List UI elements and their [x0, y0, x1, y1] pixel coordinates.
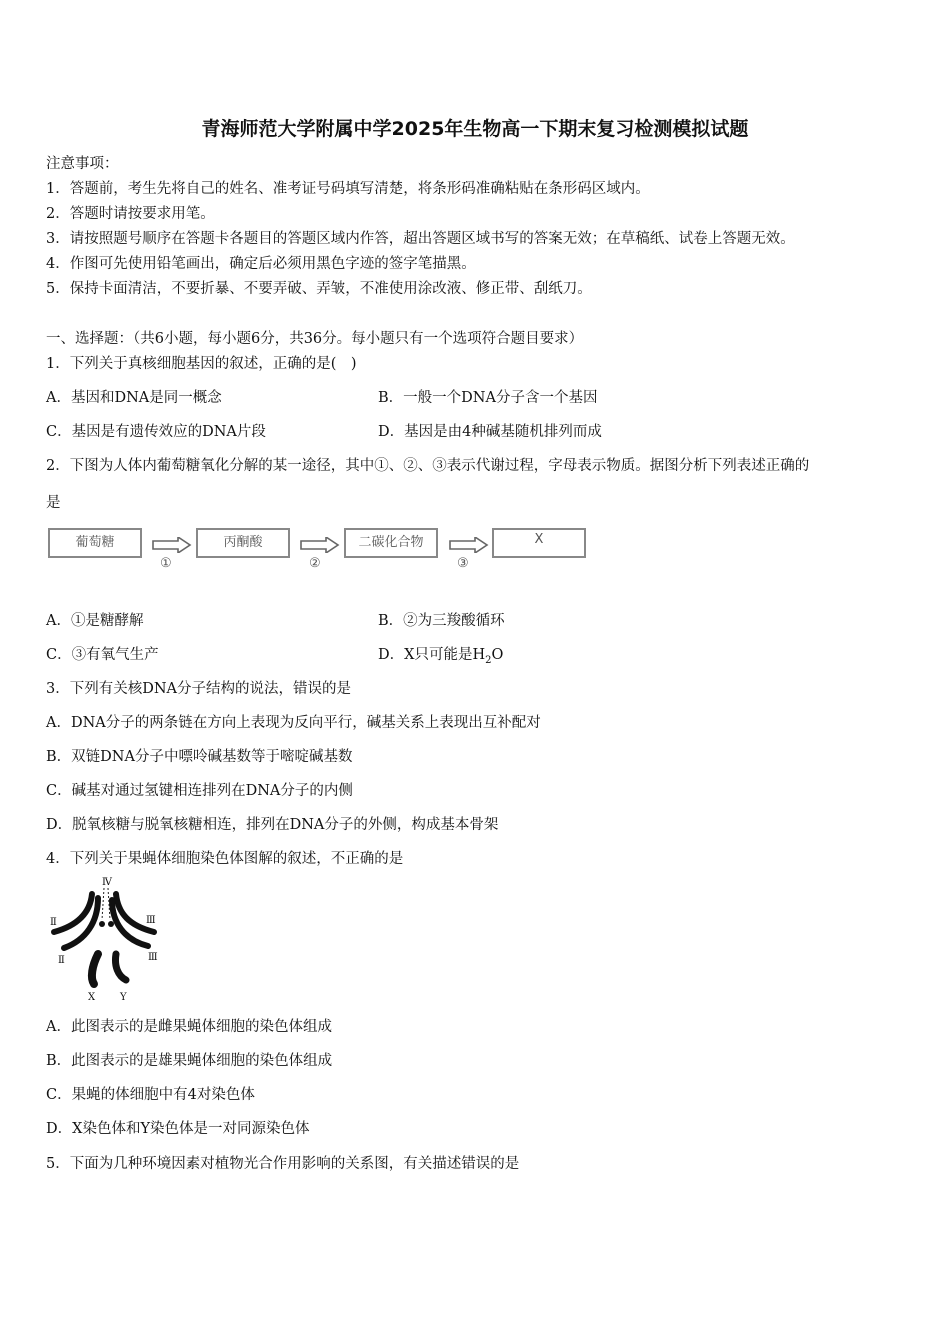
label-iv: Ⅳ: [102, 877, 112, 888]
label-iii-bottom: Ⅲ: [148, 952, 158, 963]
question-4-stem: 4．下列关于果蝇体细胞染色体图解的叙述，不正确的是: [46, 851, 404, 867]
q1-option-c: C．基因是有遗传效应的DNA片段: [46, 424, 266, 440]
label-ii-top: Ⅱ: [50, 917, 57, 928]
q3-option-b: B．双链DNA分子中嘌呤碱基数等于嘧啶碱基数: [46, 749, 353, 765]
chromosome-y: [115, 954, 126, 980]
q2-option-d: D．X只可能是$H_2O$: [378, 647, 504, 666]
label-ii-bottom: Ⅱ: [58, 955, 65, 966]
q4-option-b: B．此图表示的是雄果蝇体细胞的染色体组成: [46, 1053, 333, 1069]
flow-box-pyruvate: 丙酮酸: [196, 528, 290, 558]
q3-option-d: D．脱氧核糖与脱氧核糖相连，排列在DNA分子的外侧，构成基本骨架: [46, 817, 499, 833]
q3-option-c: C．碱基对通过氢键相连排列在DNA分子的内侧: [46, 783, 353, 799]
flow-box-two-carbon: 二碳化合物: [344, 528, 438, 558]
flow-box-x: X: [492, 528, 586, 558]
page-title: 青海师范大学附属中学2025年生物高一下期末复习检测模拟试题: [201, 118, 749, 140]
notice-item: 2．答题时请按要求用笔。: [46, 206, 215, 222]
q1-option-a: A．基因和DNA是同一概念: [46, 390, 222, 406]
step-label-3: ③: [457, 556, 469, 571]
label-iii-top: Ⅲ: [146, 915, 156, 926]
step-label-1: ①: [160, 556, 172, 571]
notice-item: 1．答题前，考生先将自己的姓名、准考证号码填写清楚，将条形码准确粘贴在条形码区域内。: [46, 181, 650, 197]
section-heading: 一、选择题：（共6小题，每小题6分，共36分。每小题只有一个选项符合题目要求）: [46, 331, 584, 347]
arrow-right-icon: [449, 537, 489, 553]
q1-option-b: B．一般一个DNA分子含一个基因: [378, 390, 598, 406]
question-2-stem-cont: 是: [46, 495, 61, 511]
label-x: X: [88, 992, 96, 1003]
glucose-pathway-diagram: [46, 524, 606, 578]
question-3-stem: 3．下列有关核DNA分子结构的说法，错误的是: [46, 681, 352, 697]
question-1-stem: 1．下列关于真核细胞基因的叙述，正确的是( ): [46, 356, 357, 372]
q2-option-c: C．③有氧气生产: [46, 647, 159, 663]
q2-option-b: B．②为三羧酸循环: [378, 613, 505, 629]
chromosome-x: [92, 954, 98, 984]
q1-option-d: D．基因是由4种碱基随机排列而成: [378, 424, 602, 440]
question-2-stem: 2．下图为人体内葡萄糖氧化分解的某一途径，其中①、②、③表示代谢过程，字母表示物质。据图分析下列表述正确的: [46, 458, 810, 474]
q4-option-d: D．X染色体和Y染色体是一对同源染色体: [46, 1121, 310, 1137]
notice-item: 3．请按照题号顺序在答题卡各题目的答题区域内作答，超出答题区域书写的答案无效；在草稿纸、试卷上答题无效。: [46, 231, 795, 247]
label-y: Y: [120, 992, 127, 1003]
q2-option-a: A．①是糖酵解: [46, 613, 144, 629]
q4-option-c: C．果蝇的体细胞中有4对染色体: [46, 1087, 255, 1103]
chromosome-ii-1: [54, 894, 92, 932]
notice-heading: 注意事项：: [46, 156, 119, 172]
fruit-fly-chromosome-diagram: [46, 874, 176, 1008]
chromosome-iv-right: [108, 921, 114, 927]
step-label-2: ②: [309, 556, 321, 571]
q3-option-a: A．DNA分子的两条链在方向上表现为反向平行，碱基关系上表现出互补配对: [46, 715, 541, 731]
q4-option-a: A．此图表示的是雌果蝇体细胞的染色体组成: [46, 1019, 332, 1035]
flow-box-glucose: 葡萄糖: [48, 528, 142, 558]
chromosome-iv-left: [99, 921, 105, 927]
arrow-right-icon: [300, 537, 340, 553]
arrow-right-icon: [152, 537, 192, 553]
notice-item: 4．作图可先使用铅笔画出，确定后必须用黑色字迹的签字笔描黑。: [46, 256, 476, 272]
notice-item: 5．保持卡面清洁，不要折暴、不要弄破、弄皱，不准使用涂改液、修正带、刮纸刀。: [46, 281, 592, 297]
question-5-stem: 5．下面为几种环境因素对植物光合作用影响的关系图，有关描述错误的是: [46, 1156, 520, 1172]
